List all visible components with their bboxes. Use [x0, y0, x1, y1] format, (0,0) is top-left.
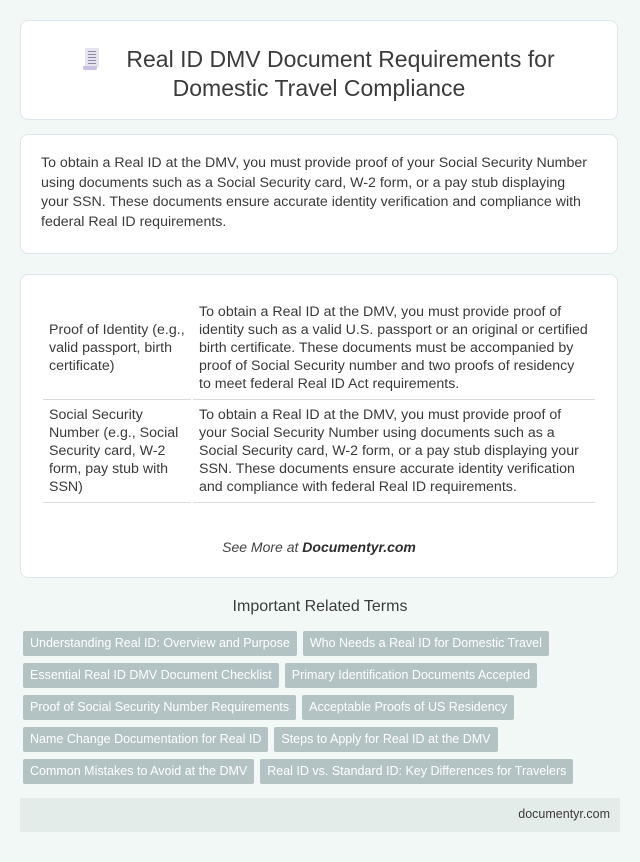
related-term-tag[interactable]: Steps to Apply for Real ID at the DMV — [274, 727, 497, 752]
footer-bar — [20, 798, 620, 832]
row-label: Social Security Number (e.g., Social Security card, W-2 form, pay stub with SSN) — [43, 400, 191, 503]
related-terms-title: Important Related Terms — [232, 598, 408, 615]
related-term-tag[interactable]: Proof of Social Security Number Requirements — [23, 695, 296, 720]
requirements-card — [20, 274, 618, 578]
related-term-tag[interactable]: Understanding Real ID: Overview and Purpose — [23, 631, 297, 656]
related-term-tag[interactable]: Acceptable Proofs of US Residency — [302, 695, 514, 720]
footer-site[interactable]: documentyr.com — [518, 807, 610, 821]
summary-card — [20, 134, 618, 254]
see-more — [21, 539, 617, 555]
table-row — [43, 297, 595, 400]
row-description: To obtain a Real ID at the DMV, you must provide proof of identity such as a valid U.S. passport or an original or certified birth certificate. These documents must be accompanied by proof of Social Security number and two proofs of residency to meet federal Real ID Act requirements. — [193, 297, 595, 400]
related-term-tag[interactable]: Who Needs a Real ID for Domestic Travel — [303, 631, 549, 656]
page-title — [21, 45, 617, 103]
summary-text: To obtain a Real ID at the DMV, you must provide proof of your Social Security Number using documents such as a Social Security card, W-2 form, or a pay stub displaying your SSN. These documents ensure accurate identity verification and compliance with federal Real ID requirements. — [41, 155, 587, 230]
related-term-tag[interactable]: Common Mistakes to Avoid at the DMV — [23, 759, 254, 784]
related-terms-list — [23, 631, 603, 791]
header-card — [20, 20, 618, 120]
related-term-tag[interactable]: Primary Identification Documents Accepted — [285, 663, 537, 688]
related-term-tag[interactable]: Name Change Documentation for Real ID — [23, 727, 268, 752]
title-line-1: Real ID DMV Document Requirements for — [126, 46, 555, 72]
row-description: To obtain a Real ID at the DMV, you must provide proof of your Social Security Number using documents such as a Social Security card, W-2 form, or a pay stub displaying your SSN. These documents ensure accurate identity verification and compliance with federal Real ID requirements. — [193, 400, 595, 503]
see-more-link[interactable]: Documentyr.com — [302, 539, 416, 555]
related-term-tag[interactable]: Essential Real ID DMV Document Checklist — [23, 663, 279, 688]
document-icon — [83, 48, 100, 70]
related-term-tag[interactable]: Real ID vs. Standard ID: Key Differences for Travelers — [260, 759, 573, 784]
row-label: Proof of Identity (e.g., valid passport, birth certificate) — [43, 297, 191, 400]
requirements-table — [41, 297, 597, 503]
table-row — [43, 400, 595, 503]
title-line-2: Domestic Travel Compliance — [172, 75, 466, 101]
see-more-prefix: See More at — [222, 539, 303, 555]
